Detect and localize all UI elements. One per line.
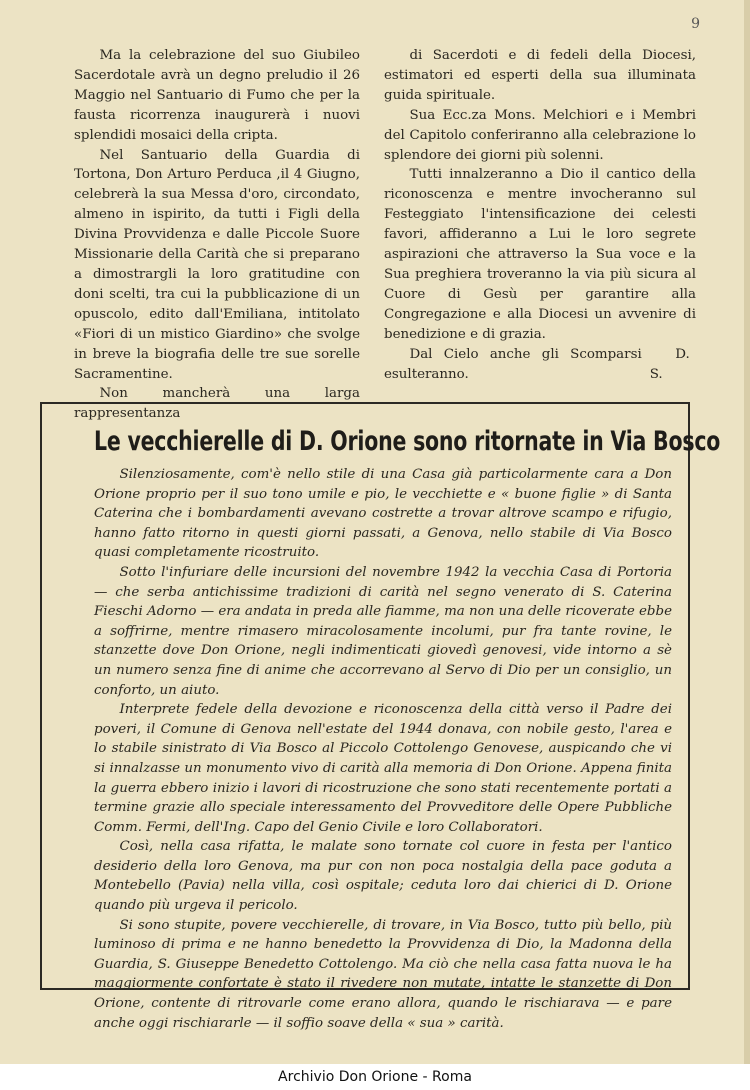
article-paragraph: Sotto l'infuriare delle incursioni del novembre 1942 la vecchia Casa di Portoria — che serba antichissime tradizioni di carità nel segno venerato di S. Caterina Fieschi Adorno — era andata in preda alle fiamme, ma non una delle ricoverate ebbe a soffrirne, mentre rimasero miracolosamente incolumi, pur fra tante rovine, le stanzette dove Don Orione, negli indimenticati giovedì genovesi, vide intorno a sè un numero senza fine di anime che accorrevano al Servo di Dio per un consiglio, un conforto, un aiuto. [94,564,672,698]
paragraph-santuario-guardia: Nel Santuario della Guardia di Tortona, Don Arturo Perduca ,il 4 Giugno, celebrerà la sua Messa d'oro, circondato, almeno in ispirito, da tutti i Figli della Divina Provvidenza e dalle Piccole Suore Missionarie della Carità che si preparano a dimostrargli la loro gratitudine con doni scelti, tra cui la pubblicazione di un opuscolo, edito dall'Emiliana, intitolato «Fiori di un mistico Giardino» che svolge in breve la biografia delle tre sue sorelle Sacramentine. [74,147,360,382]
paragraph-giubileo: Ma la celebrazione del suo Giubileo Sacerdotale avrà un degno preludio il 26 Maggio nel Santuario di Fumo che per la fausta ricorrenza inaugurerà i nuovi splendidi mosaici della cripta. [74,48,360,143]
paragraph-cantico: Tutti innalzeranno a Dio il cantico della riconoscenza e mentre invocheranno sul Festeggiato l'intensificazione dei celesti favori, affideranno a Lui le loro segrete aspirazioni che attraverso la Sua voce e la Sua preghiera troveranno la via più sicura al Cuore di Gesù per garantire alla Congregazione e alla Diocesi un avvenire di benedizione e di grazia. [384,167,696,342]
page-number: 9 [691,16,700,32]
article-paragraph: Si sono stupite, povere vecchierelle, di trovare, in Via Bosco, tutto più bello, più luminoso di prima e ne hanno benedetto la Provvidenza di Dio, la Madonna della Guardia, S. Giuseppe Benedetto Cottolengo. Ma ciò che nella casa fatta nuova le ha maggiormente confortate è stato il rivedere non mutate, intatte le stanzette di Don Orione, contente di ritrovarle come erano allora, quando le rischiarava — e pare anche oggi rischiararle — il soffio soave della « sua » carità. [94,917,672,1031]
boxed-article [40,402,721,1031]
left-column [74,46,360,424]
closing-line: Dal Cielo anche gli Scomparsi esulteranno. [384,346,642,382]
paragraph-sacerdoti: di Sacerdoti e di fedeli della Diocesi, estimatori ed esperti della sua illuminata guida spirituale. [384,48,696,103]
archive-footer: Archivio Don Orione - Roma [0,1064,750,1090]
scan-edge [744,0,750,1064]
article-paragraph: Così, nella casa rifatta, le malate sono tornate col cuore in festa per l'antico desiderio della loro Genova, ma pur con non poca nostalgia della pace goduta a Montebello (Pavia) nella villa, così ospitale; ceduta loro dai chierici di D. Orione quando più urgeva il pericolo. [94,839,672,914]
paragraph-rappresentanza: Non mancherà una larga rappresentanza [74,386,360,422]
article-body [94,465,672,1033]
signature: D. S. [649,346,690,382]
right-column [384,46,696,384]
article-paragraph: Silenziosamente, com'è nello stile di una Casa già particolarmente cara a Don Orione proprio per il suo tono umile e pio, le vecchiette e « buone figlie » di Santa Caterina che i bombardamenti avevano costrette a trovar altrove scampo e rifugio, hanno fatto ritorno in questi giorni passati, a Genova, nello stabile di Via Bosco quasi completamente ricostruito. [94,467,672,561]
article-title: Le vecchierelle di D. Orione sono ritornate in Via Bosco [94,426,721,457]
closing-signoff [384,345,696,385]
article-paragraph: Interprete fedele della devozione e riconoscenza della città verso il Padre dei poveri, il Comune di Genova nell'estate del 1944 donava, con nobile gesto, l'area e lo stabile sinistrato di Via Bosco al Piccolo Cottolengo Genovese, auspicando che vi si innalzasse un monumento vivo di carità alla memoria di Don Orione. Appena finita la guerra ebbero inizio i lavori di ricostruzione che sono stati recentemente portati a termine grazie allo speciale interessamento del Provveditore delle Opere Pubbliche Comm. Fermi, dell'Ing. Capo del Genio Civile e loro Collaboratori. [94,702,672,835]
paragraph-mons-melchiori: Sua Ecc.za Mons. Melchiori e i Membri del Capitolo conferiranno alla celebrazione lo splendore dei giorni più solenni. [384,107,696,163]
